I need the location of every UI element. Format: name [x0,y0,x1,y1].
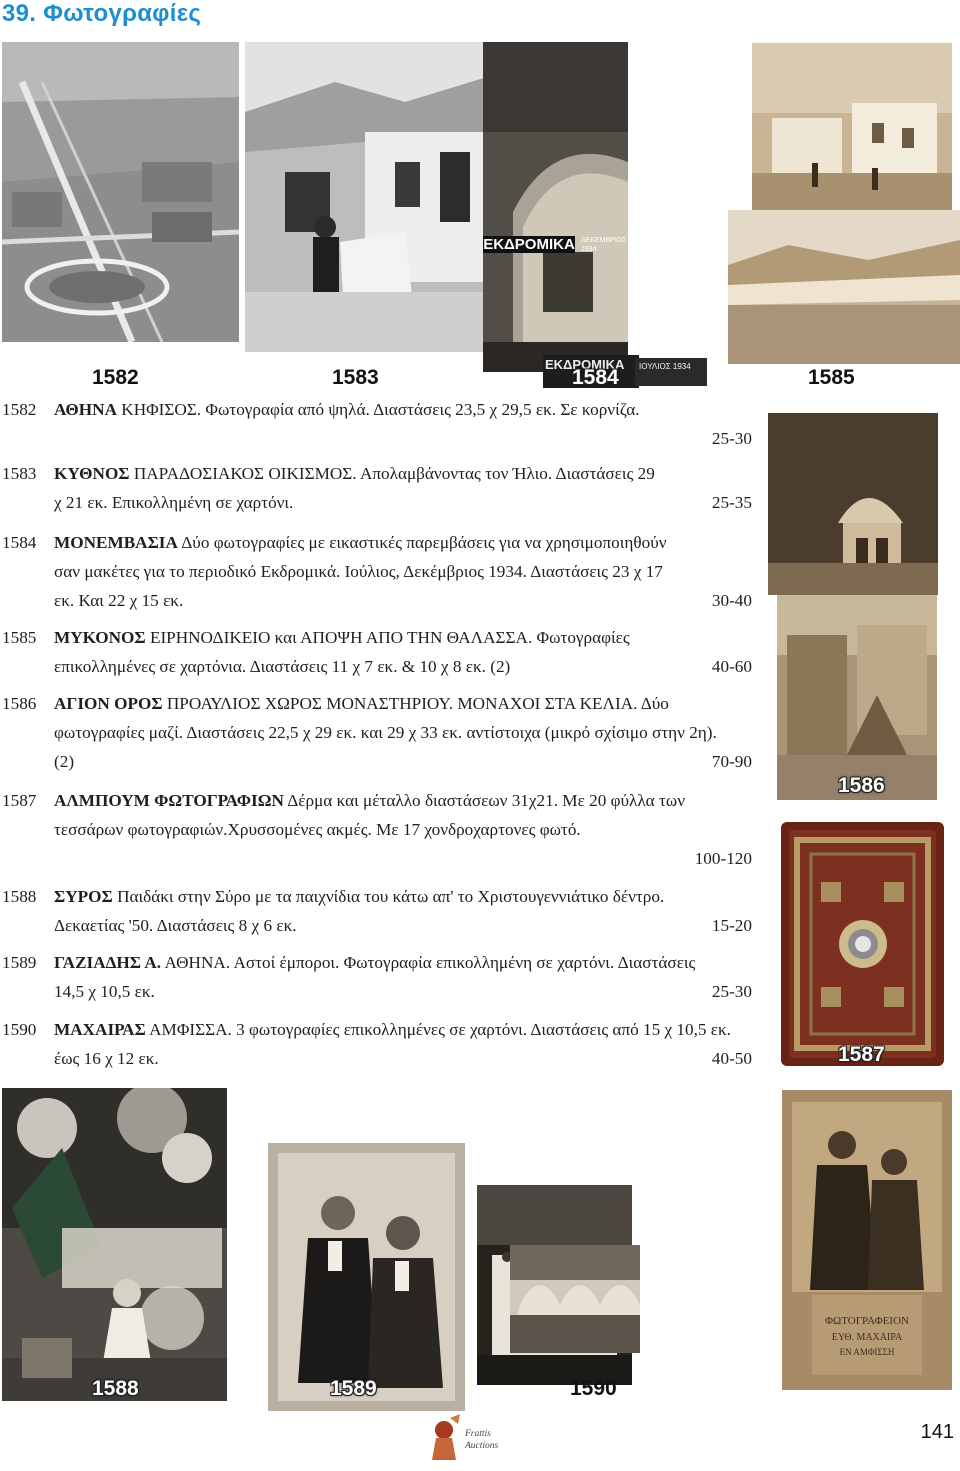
photo-1590-women-portrait [782,1090,952,1390]
entry-description: ΜΥΚΟΝΟΣ ΕΙΡΗΝΟΔΙΚΕΙΟ και ΑΠΟΨΗ ΑΠΟ ΤΗΝ ΘΑΛΑΣΣΑ. Φωτογραφίες επικολλημένες σε χαρτόνια. Διαστάσεις 11 χ 7 εκ. & 10 χ 8 εκ. (2) [54,628,630,676]
entry-description: ΑΓΙΟΝ ΟΡΟΣ ΠΡΟΑΥΛΙΟΣ ΧΩΡΟΣ ΜΟΝΑΣΤΗΡΙΟΥ. ΜΟΝΑΧΟΙ ΣΤΑ ΚΕΛΙΑ. Δύο φωτογραφίες μαζί. Διαστάσεις 22,5 χ 29 εκ. και 29 χ 33 εκ. αντίστοιχα (μικρό σχίσιμο στην 2η). (2) [54,694,717,771]
photo-1586-athos-courtyard [768,413,938,595]
photo-1589-gaziadis [268,1143,465,1411]
entry-number: 1586 [2,694,37,713]
page-number: 141 [920,1421,954,1443]
logo-text-line-2: Auctions [465,1441,499,1451]
entry-price: 40-50 [711,1049,752,1068]
entry-1583 [0,459,752,517]
entry-price: 25-30 [711,982,752,1001]
photo-1585-mykonos-court [752,43,952,211]
entry-1589 [0,948,752,1006]
ekdromika-cover-text: ΕΚΔΡΟΜΙΚΑ [483,236,575,253]
label-1582: 1582 [92,366,139,389]
photo-1582-aerial-kifisos [2,42,239,342]
entry-description: ΜΟΝΕΜΒΑΣΙΑ Δύο φωτογραφίες με εικαστικές παρεμβάσεις για να χρησιμοποιηθούν σαν μακέτες για το περιοδικό Εκδρομικά. Ιούλιος, Δεκέμβριος 1934. Διαστάσεις 23 χ 17 εκ. Και 22 χ 15 εκ. [54,533,667,610]
entry-number: 1590 [2,1020,37,1039]
entry-number: 1582 [2,400,37,419]
entry-number: 1588 [2,887,37,906]
entry-price: 25-30 [711,429,752,448]
ekdromika-cover-text-2: ΕΚΔΡΟΜΙΚΑ [545,357,625,372]
entry-description: ΑΛΜΠΟΥΜ ΦΩΤΟΓΡΑΦΙΩΝ Δέρμα και μέταλλο διαστάσεων 31χ21. Με 20 φύλλα των τεσσάρων φωτογραφιών.Χρυσσομένες ακμές. Με 17 χονδροχαρτονες φωτό. [54,791,685,839]
label-1590: 1590 [570,1377,617,1400]
entry-number: 1585 [2,628,37,647]
entry-price: 30-40 [711,591,752,610]
entry-number: 1587 [2,791,37,810]
entry-1587 [0,786,752,873]
entry-price: 15-20 [711,916,752,935]
section-title: 39. Φωτογραφίες [2,0,202,27]
ekdromika-date-text: ΔΕΚΕΜΒΡΙΟΣ 1934 [581,237,627,253]
entry-number: 1584 [2,533,37,552]
entry-description: ΣΥΡΟΣ Παιδάκι στην Σύρο με τα παιχνίδια του κάτω απ' το Χριστουγεννιάτικο δέντρο. Δεκαετίας '50. Διαστάσεις 8 χ 6 εκ. [54,887,665,935]
fotografeion-stamp-line-2: ΕΥΘ. ΜΑΧΑΙΡΑ [831,1332,903,1343]
photo-1585-mykonos-sea [728,210,960,364]
label-1586: 1586 [838,774,885,797]
entry-price: 70-90 [711,752,752,771]
entry-1585 [0,623,752,681]
entry-price: 100-120 [694,849,752,868]
photo-1587-album [781,822,944,1066]
label-1585: 1585 [808,366,855,389]
entry-description: ΓΑΖΙΑΔΗΣ Α. ΑΘΗΝΑ. Αστοί έμποροι. Φωτογραφία επικολλημένη σε χαρτόνι. Διαστάσεις 14,5 χ 10,5 εκ. [54,953,696,1001]
label-1583: 1583 [332,366,379,389]
photo-1586-athos-cells [777,595,937,800]
entry-1588 [0,882,752,940]
label-1584: 1584 [572,366,619,389]
photo-1584-date-plate [635,358,707,386]
entry-1586 [0,689,752,776]
entry-number: 1589 [2,953,37,972]
label-1589: 1589 [330,1377,377,1400]
entry-1584 [0,528,752,615]
entry-description: ΚΥΘΝΟΣ ΠΑΡΑΔΟΣΙΑΚΟΣ ΟΙΚΙΣΜΟΣ. Απολαμβάνοντας τον Ήλιο. Διαστάσεις 29 χ 21 εκ. Επικολλημένη σε χαρτόνι. [54,464,655,512]
logo-text-line-1: Frattis [465,1429,491,1439]
fotografeion-stamp-line-3: ΕΝ ΑΜΦΙΣΣΗ [839,1347,895,1357]
photo-1590-festival [510,1245,640,1353]
entry-price: 40-60 [711,657,752,676]
photo-1583-kythnos [245,42,487,352]
ekdromika-date-text-2: ΙΟΥΛΙΟΣ 1934 [639,362,691,371]
photo-1588-syros-child [2,1088,227,1401]
fotografeion-stamp-line-1: ΦΩΤΟΓΡΑΦΕΙΟΝ [825,1315,909,1327]
label-1588: 1588 [92,1377,139,1400]
entry-1590 [0,1015,752,1073]
photo-1584-ekdromika-dec [483,42,628,372]
entry-number: 1583 [2,464,37,483]
entry-1582 [0,395,752,453]
entry-description: ΜΑΧΑΙΡΑΣ ΑΜΦΙΣΣΑ. 3 φωτογραφίες επικολλημένες σε χαρτόνι. Διαστάσεις από 15 χ 10,5 εκ. έως 16 χ 12 εκ. [54,1020,731,1068]
label-1587: 1587 [838,1043,885,1066]
entry-description: ΑΘΗΝΑ ΚΗΦΙΣΟΣ. Φωτογραφία από ψηλά. Διαστάσεις 23,5 χ 29,5 εκ. Σε κορνίζα. [54,400,640,419]
entry-price: 25-35 [711,493,752,512]
